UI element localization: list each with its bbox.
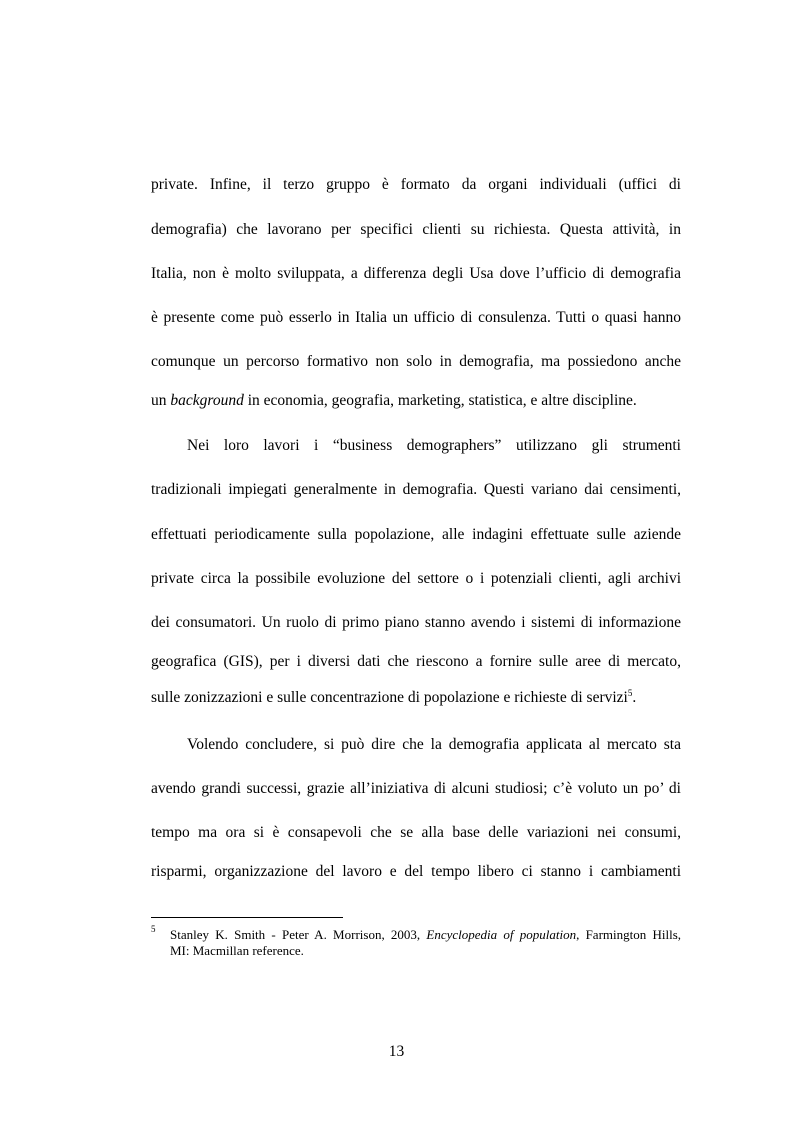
paragraph-2-line-3: effettuati periodicamente sulla popolazione, alle indagini effettuate sulle aziende (151, 526, 681, 543)
paragraph-1-text-after-italic: in economia, geografia, marketing, statistica, e altre discipline. (243, 392, 637, 409)
paragraph-2-period: . (632, 689, 637, 706)
footnote-authors: Stanley K. Smith - Peter A. Morrison, 2003, (170, 927, 427, 942)
paragraph-2-line-4: private circa la possibile evoluzione del settore o i potenziali clienti, agli archivi (151, 570, 681, 587)
footnote-line-2: MI: Macmillan reference. (170, 943, 304, 958)
paragraph-2-line-1: Nei loro lavori i “business demographers” utilizzano gli strumenti (187, 437, 681, 454)
paragraph-1-line-5: comunque un percorso formativo non solo in demografia, ma possiedono anche (151, 353, 681, 370)
footnote-reference[interactable]: 5 (627, 687, 633, 698)
paragraph-3-line-4: risparmi, organizzazione del lavoro e del tempo libero ci stanno i cambiamenti (151, 863, 681, 880)
paragraph-2-line-5: dei consumatori. Un ruolo di primo piano stanno avendo i sistemi di informazione (151, 614, 681, 631)
paragraph-2-line-2: tradizionali impiegati generalmente in demografia. Questi variano dai censimenti, (151, 481, 681, 498)
page-number: 13 (388, 1043, 405, 1060)
footnote-place: , Farmington Hills, (576, 927, 682, 942)
italic-term-background: background (170, 392, 244, 409)
paragraph-1-line-4: è presente come può esserlo in Italia un ufficio di consulenza. Tutti o quasi hanno (151, 309, 681, 326)
paragraph-2-line-6: geografica (GIS), per i diversi dati che riescono a fornire sulle aree di mercato, (151, 653, 681, 670)
footnote-line-1 (170, 927, 681, 943)
paragraph-2-line-7 (151, 688, 681, 708)
paragraph-1-line-1: private. Infine, il terzo gruppo è formato da organi individuali (uffici di (151, 176, 681, 193)
footnote-separator (151, 917, 343, 918)
paragraph-1-line-2: demografia) che lavorano per specifici clienti su richiesta. Questa attività, in (151, 221, 681, 238)
paragraph-1-text-before-italic: un (151, 392, 171, 409)
paragraph-3-line-1: Volendo concludere, si può dire che la demografia applicata al mercato sta (187, 736, 681, 753)
paragraph-2-last-text: sulle zonizzazioni e sulle concentrazione di popolazione e richieste di servizi (151, 689, 628, 706)
paragraph-3-line-3: tempo ma ora si è consapevoli che se alla base delle variazioni nei consumi, (151, 824, 681, 841)
footnote-number: 5 (151, 924, 156, 934)
paragraph-1-line-3: Italia, non è molto sviluppata, a differenza degli Usa dove l’ufficio di demografia (151, 265, 681, 282)
paragraph-3-line-2: avendo grandi successi, grazie all’iniziativa di alcuni studiosi; c’è voluto un po’ di (151, 780, 681, 797)
footnote-book-title: Encyclopedia of population (426, 927, 577, 942)
paragraph-1-line-6 (151, 391, 681, 411)
